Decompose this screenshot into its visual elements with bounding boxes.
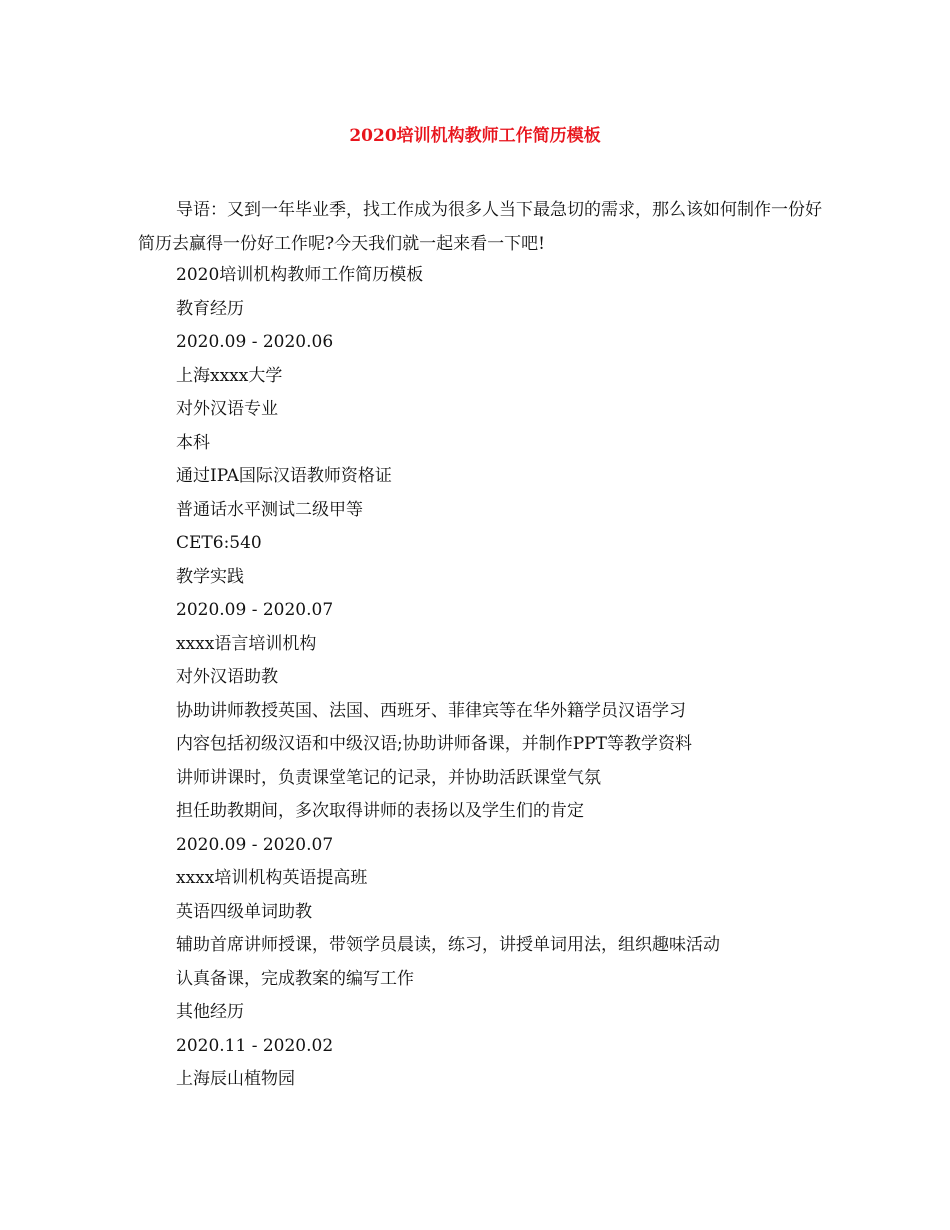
body-line: 普通话水平测试二级甲等 [176, 499, 363, 520]
body-line: 2020.09 - 2020.07 [176, 834, 334, 855]
body-line: 2020.09 - 2020.07 [176, 600, 334, 620]
document-title: 2020培训机构教师工作简历模板 [349, 126, 601, 146]
body-line: 通过IPA国际汉语教师资格证 [176, 466, 392, 486]
body-line: 对外汉语专业 [176, 399, 278, 419]
body-line: 英语四级单词助教 [176, 901, 312, 922]
body-line: CET6:540 [176, 533, 262, 553]
section-heading-other: 其他经历 [176, 1002, 244, 1022]
body-line: 上海辰山植物园 [176, 1069, 295, 1089]
body-line: xxxx培训机构英语提高班 [176, 868, 368, 888]
body-line: 内容包括初级汉语和中级汉语;协助讲师备课，并制作PPT等教学资料 [176, 734, 692, 754]
body-line: 对外汉语助教 [176, 667, 278, 687]
body-line: 协助讲师教授英国、法国、西班牙、菲律宾等在华外籍学员汉语学习 [176, 700, 686, 721]
body-line: 上海xxxx大学 [176, 365, 283, 386]
body-line: 担任助教期间，多次取得讲师的表扬以及学生们的肯定 [176, 801, 584, 821]
section-heading-teaching: 教学实践 [176, 566, 244, 587]
resume-body [176, 259, 856, 1097]
body-line: 2020.09 - 2020.06 [176, 332, 334, 352]
body-line: xxxx语言培训机构 [176, 633, 317, 654]
section-heading-education: 教育经历 [176, 298, 244, 319]
intro-paragraph: 导语：又到一年毕业季，找工作成为很多人当下最急切的需求，那么该如何制作一份好简历去赢得一份好工作呢?今天我们就一起来看一下吧! [138, 200, 822, 254]
body-line: 辅助首席讲师授课，带领学员晨读，练习，讲授单词用法，组织趣味活动 [176, 935, 720, 955]
body-line: 本科 [176, 432, 210, 453]
body-line: 2020培训机构教师工作简历模板 [176, 265, 424, 285]
body-line: 讲师讲课时，负责课堂笔记的记录，并协助活跃课堂气氛 [176, 767, 601, 788]
body-line: 认真备课，完成教案的编写工作 [176, 968, 414, 989]
body-line: 2020.11 - 2020.02 [176, 1035, 334, 1056]
